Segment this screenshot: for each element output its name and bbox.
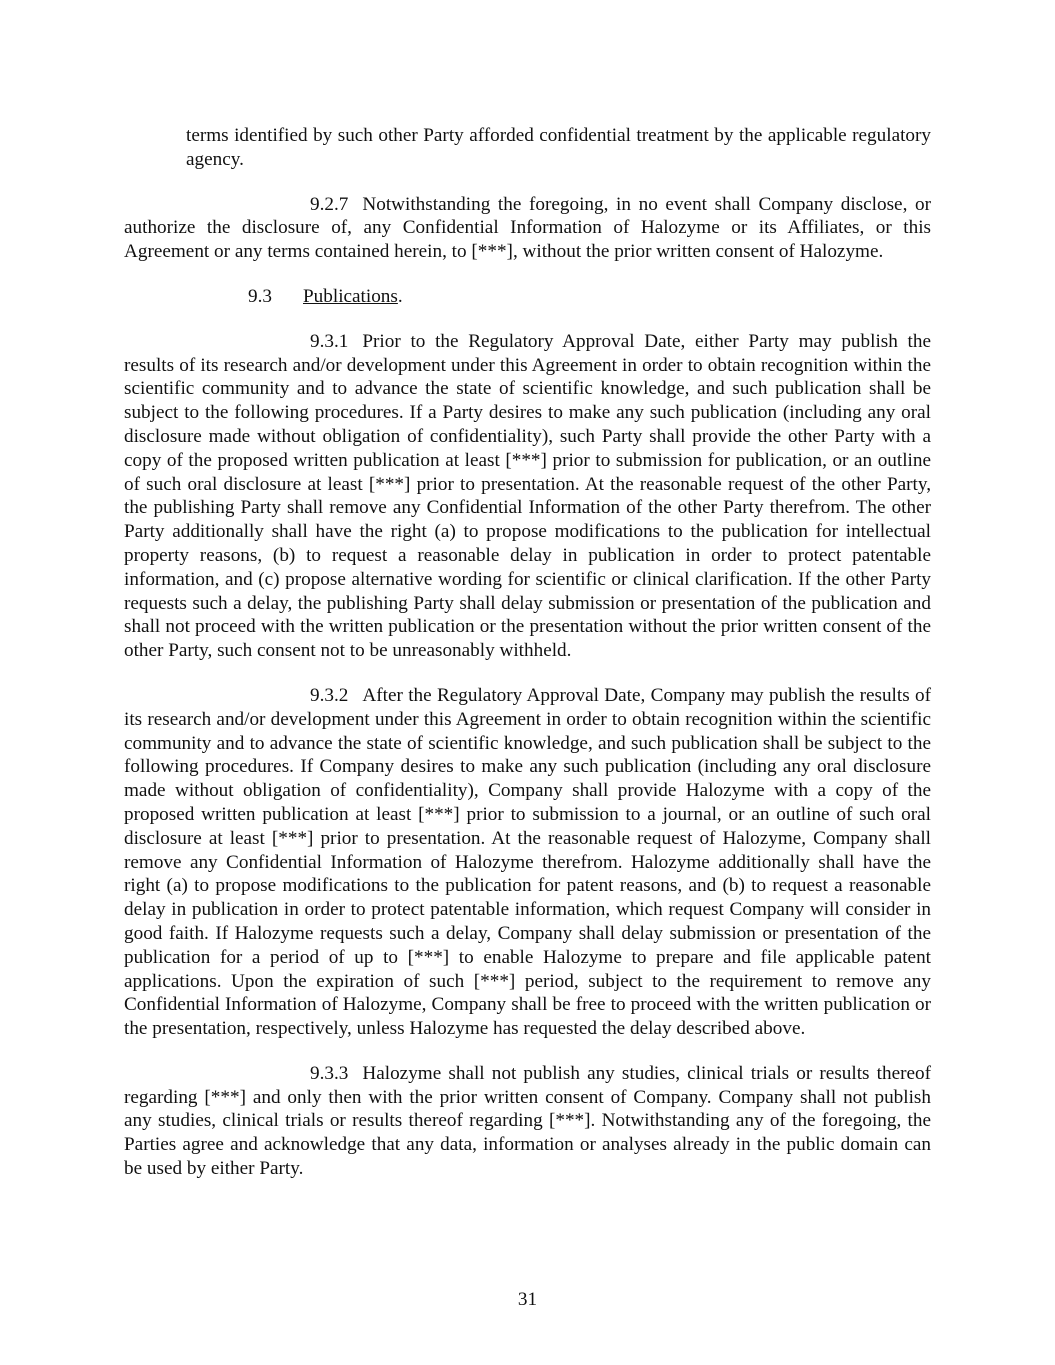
continuation-paragraph: terms identified by such other Party afforded confidential treatment by the applicable regulatory agency. bbox=[186, 125, 931, 170]
paragraph-text: After the Regulatory Approval Date, Company may publish the results of its research and/or development under this Agreement in order to obtain recognition within the scientific community and to advance the state of scientific knowledge, and such publication shall be subject to the following procedures. If Company desires to make any such publication (including any oral disclosure made without obligation of confidentiality), Company shall provide Halozyme with a copy of the proposed written publication at least [***] prior to submission to a journal, or an outline of such oral disclosure at least [***] prior to presentation. At the reasonable request of Halozyme, Company shall remove any Confidential Information of Halozyme therefrom. Halozyme additionally shall have the right (a) to propose modifications to the publication for patent reasons, and (b) to request a reasonable delay in publication in order to protect patentable information, which request Company will consider in good faith. If Halozyme requests such a delay, Company shall delay submission or presentation of the publication for a period of up to [***] to enable Halozyme to prepare and file applicable patent applications. Upon the expiration of such [***] period, subject to the requirement to remove any Confidential Information of Halozyme, Company shall be free to proceed with the written publication or the presentation, respectively, unless Halozyme has requested the delay described above. bbox=[124, 684, 931, 1040]
paragraph-text: Prior to the Regulatory Approval Date, either Party may publish the results of its research and/or development under this Agreement in order to obtain recognition within the scientific community and to advance the state of scientific knowledge, and such publication shall be subject to the following procedures. If a Party desires to make any such publication (including any oral disclosure made without obligation of confidentiality), such Party shall provide the other Party with a copy of the proposed written publication at least [***] prior to submission for publication, or an outline of such oral disclosure at least [***] prior to presentation. At the reasonable request of the other Party, the publishing Party shall remove any Confidential Information of the other Party therefrom. The other Party additionally shall have the right (a) to propose modifications to the publication for intellectual property reasons, (b) to request a reasonable delay in publication in order to protect patentable information, and (c) propose alternative wording for scientific or clinical clarification. If the other Party requests such a delay, the publishing Party shall delay submission or presentation of the publication and shall not proceed with the written publication or the presentation without the prior written consent of the other Party, such consent not to be unreasonably withheld. bbox=[124, 330, 931, 662]
paragraph-text: Halozyme shall not publish any studies, clinical trials or results thereof regarding [***] and only then with the prior written consent of Company. Company shall not publish any studies, clinical trials or results thereof regarding [***]. Notwithstanding any of the foregoing, the Parties agree and acknowledge that any data, information or analyses already in the public domain can be used by either Party. bbox=[124, 1062, 931, 1180]
section-number: 9.3 bbox=[248, 285, 272, 307]
paragraph-number: 9.3.2 bbox=[310, 684, 349, 706]
paragraph-9-3-2 bbox=[124, 684, 931, 1041]
paragraph-9-3-1 bbox=[124, 330, 931, 663]
paragraph-number: 9.2.7 bbox=[310, 193, 349, 215]
paragraph-text: Notwithstanding the foregoing, in no event shall Company disclose, or authorize the disclosure of, any Confidential Information of Halozyme or its Affiliates, or this Agreement or any terms contained herein, to [***], without the prior written consent of Halozyme. bbox=[124, 193, 931, 263]
paragraph-number: 9.3.3 bbox=[310, 1062, 349, 1084]
paragraph-9-2-7 bbox=[124, 193, 931, 264]
page-number: 31 bbox=[517, 1289, 538, 1310]
section-heading-9-3 bbox=[124, 285, 931, 309]
document-page bbox=[124, 124, 931, 1181]
paragraph-number: 9.3.1 bbox=[310, 330, 349, 352]
section-title: Publications bbox=[303, 285, 398, 307]
section-title-period: . bbox=[397, 285, 403, 307]
paragraph-9-3-3 bbox=[124, 1062, 931, 1181]
